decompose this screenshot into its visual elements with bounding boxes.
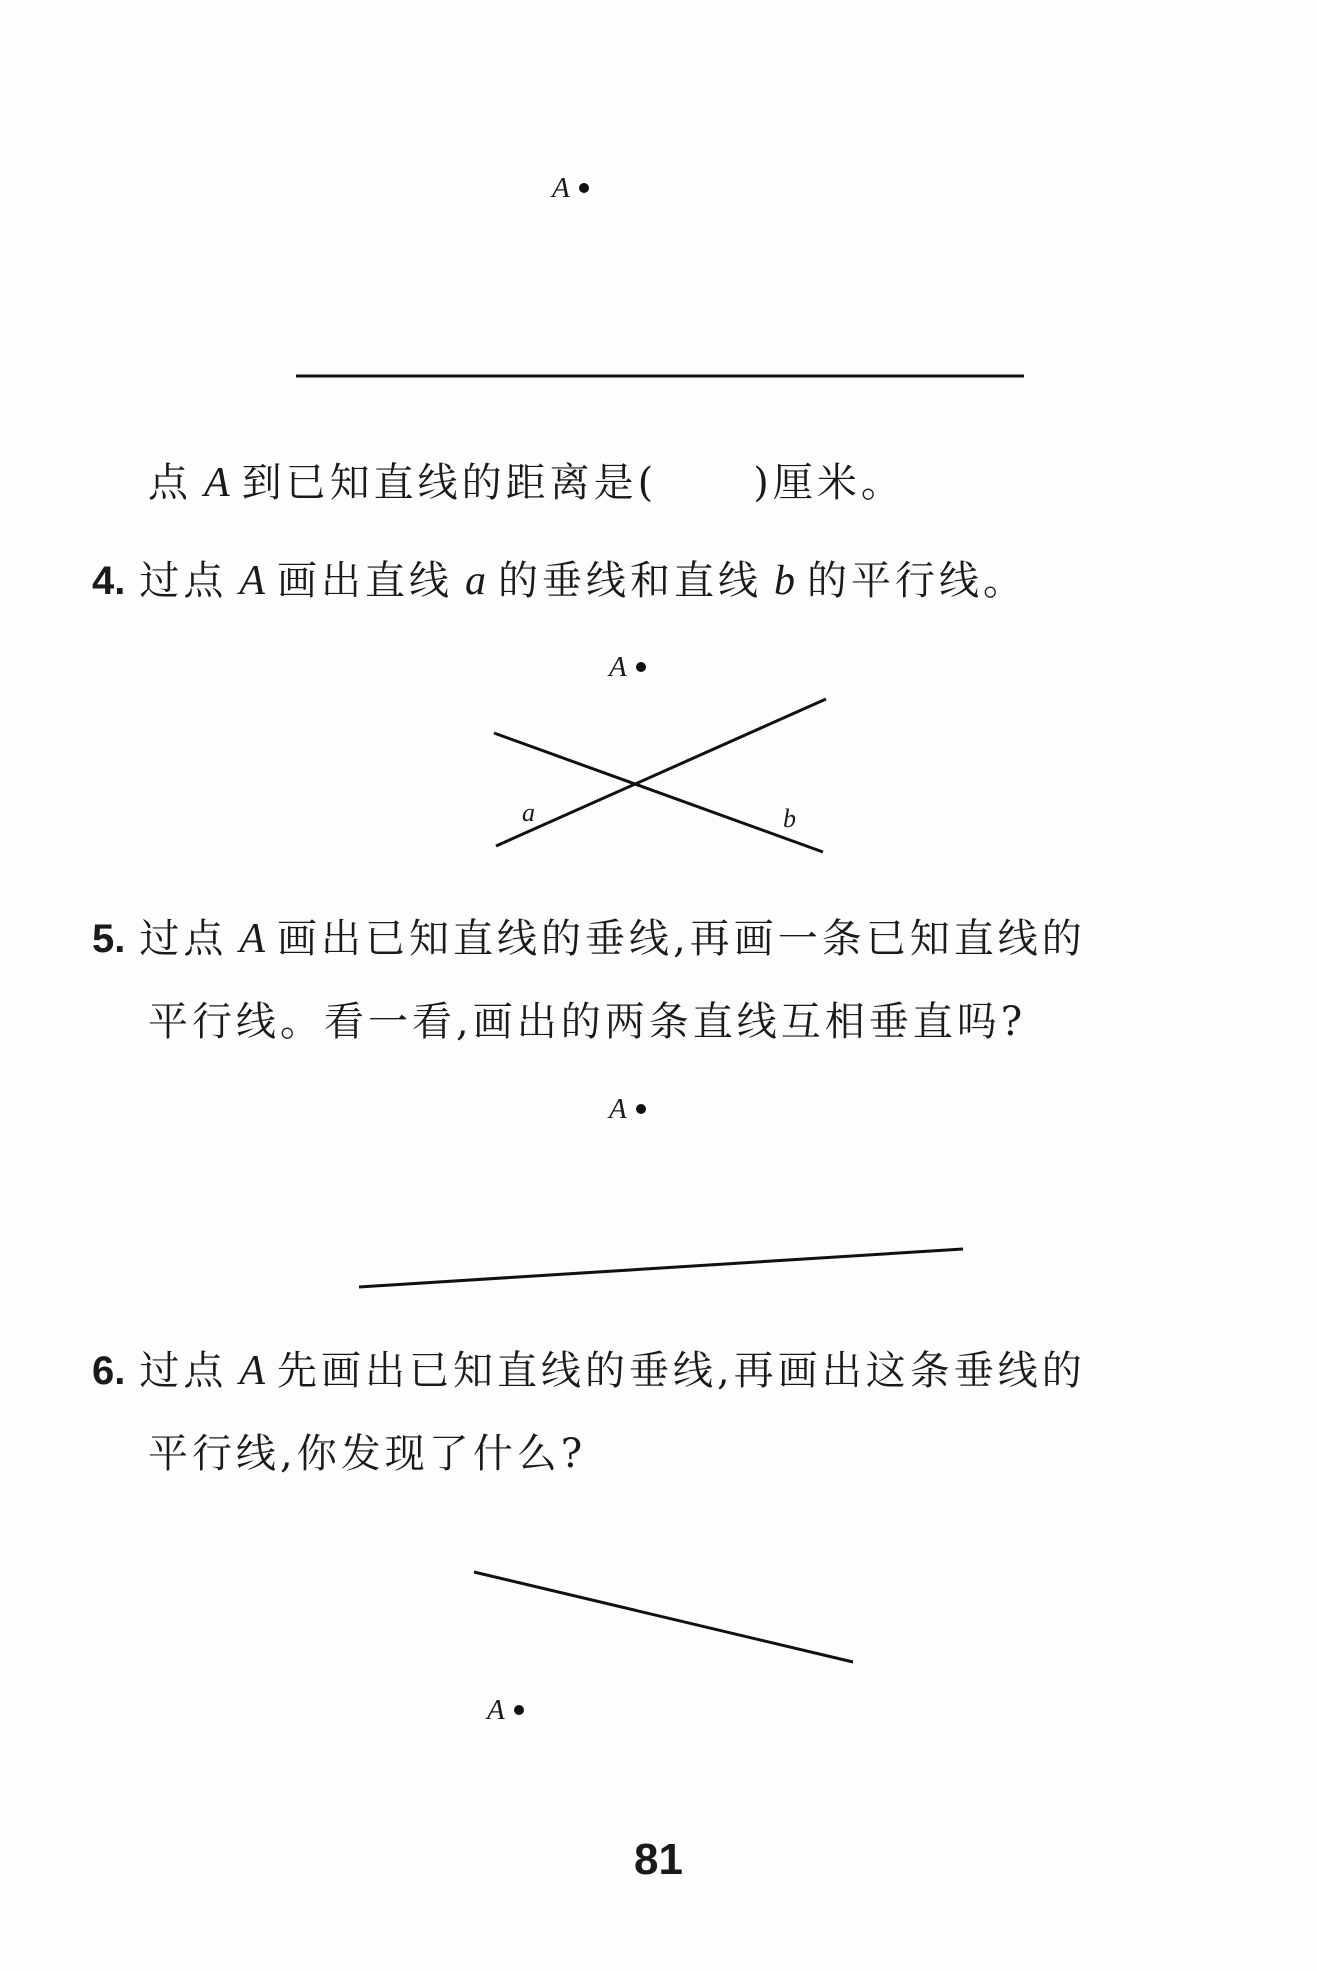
problem5-statement-line2: 平行线。看一看,画出的两条直线互相垂直吗?: [148, 999, 1027, 1045]
problem3-point-A: [552, 174, 589, 203]
text-segment: 过点: [139, 1348, 228, 1394]
page-number: 81: [634, 1835, 683, 1884]
var-A: A: [239, 1348, 266, 1394]
text-segment: 的垂线和直线: [498, 558, 763, 604]
point-A-label: A: [487, 1694, 505, 1726]
problem4-line-a: [496, 699, 826, 846]
problem6-statement-line1: [92, 1350, 1086, 1392]
problem6-given-line: [474, 1572, 853, 1662]
problem-number: 5.: [92, 917, 126, 961]
var-A: A: [239, 558, 266, 604]
point-dot: [514, 1705, 524, 1715]
problem5-point-A: [609, 1095, 646, 1124]
point-A-label: A: [552, 172, 570, 204]
problem4-line-b: [494, 733, 823, 852]
problem6-point-A: [487, 1696, 524, 1725]
line-b-label: b: [783, 804, 796, 833]
problem-number: 4.: [92, 559, 126, 603]
var-A: A: [204, 460, 230, 506]
text-segment: 的平行线。: [807, 558, 1028, 604]
distance-suffix: )厘米。: [753, 460, 905, 506]
problem-number: 6.: [92, 1349, 126, 1393]
point-A-label: A: [609, 651, 627, 683]
point-A-label: A: [609, 1093, 627, 1125]
line-a-label: a: [522, 798, 535, 827]
text-segment: 先画出已知直线的垂线,再画出这条垂线的: [277, 1348, 1086, 1394]
problem4-point-A: [609, 653, 646, 682]
point-dot: [636, 1104, 646, 1114]
var-b: b: [774, 558, 796, 604]
problem5-given-line: [359, 1249, 963, 1287]
problem4-statement: [92, 560, 1027, 602]
text-segment: 过点: [139, 916, 228, 962]
distance-prefix: 点: [148, 460, 192, 506]
text-segment: 画出已知直线的垂线,再画一条已知直线的: [277, 916, 1086, 962]
problem6-statement-line2: 平行线,你发现了什么?: [148, 1431, 587, 1477]
var-a: a: [465, 558, 487, 604]
problem5-statement-line1: [92, 918, 1086, 960]
distance-mid: 到已知直线的距离是(: [241, 460, 658, 506]
text-segment: 过点: [139, 558, 228, 604]
var-A: A: [239, 916, 266, 962]
point-dot: [579, 183, 589, 193]
point-dot: [636, 662, 646, 672]
problem3-distance-question: [148, 462, 905, 504]
text-segment: 画出直线: [277, 558, 454, 604]
